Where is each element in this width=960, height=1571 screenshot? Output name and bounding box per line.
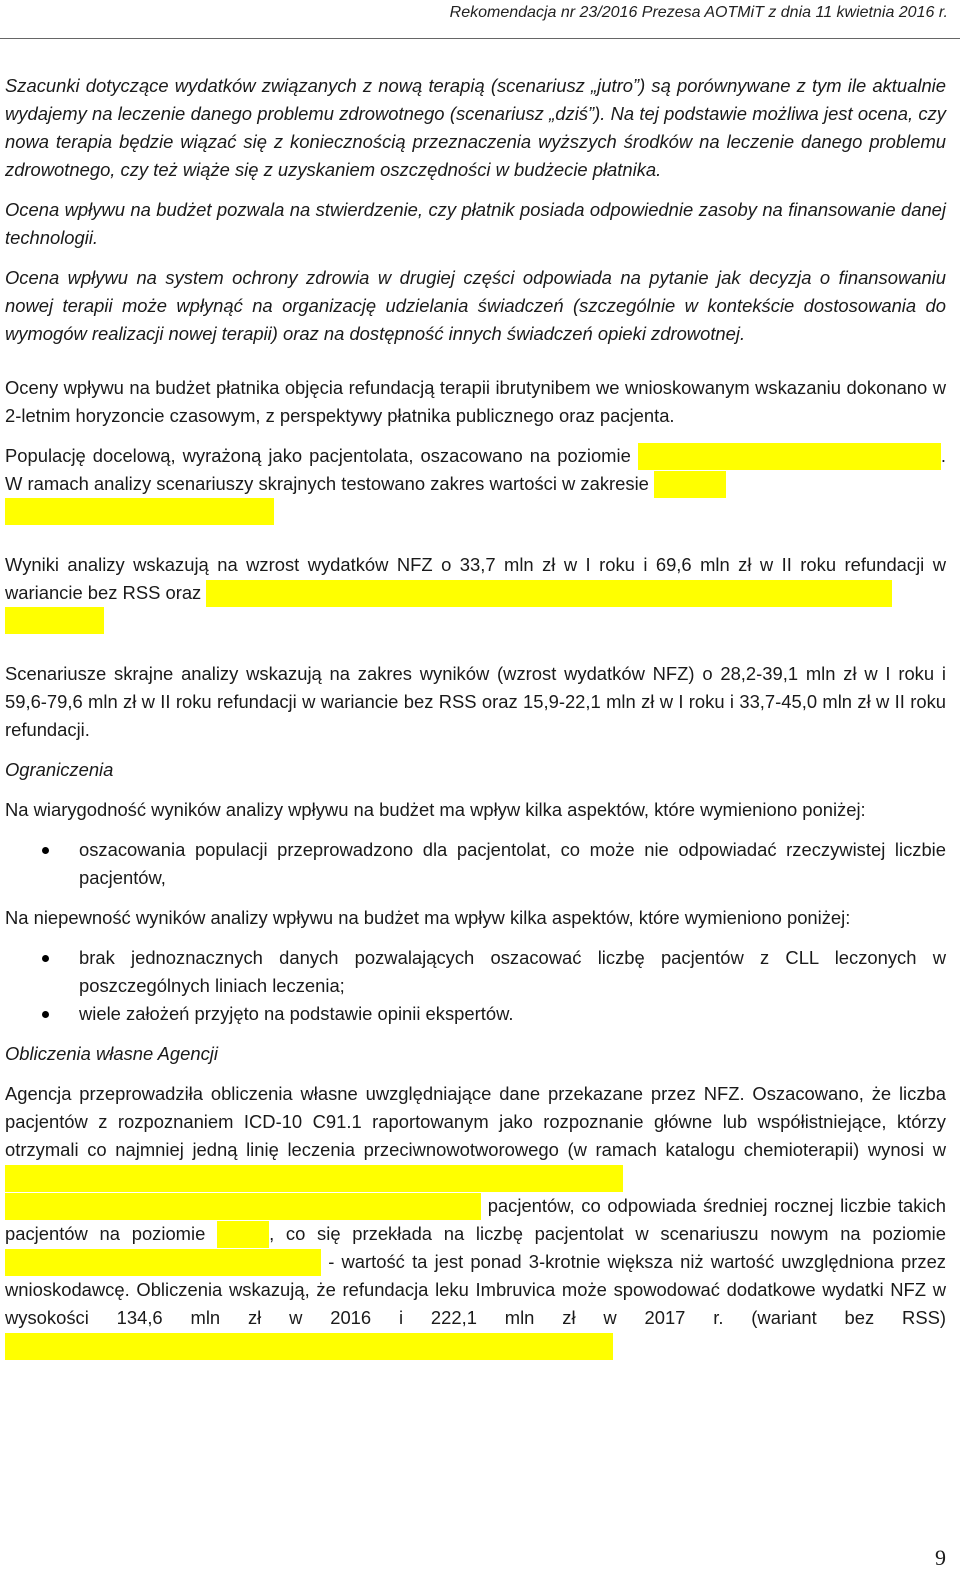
target-population-text-1: Populację docelową, wyrażoną jako pacjentolata, oszacowano na poziomie [5,445,631,466]
intro-paragraph-2: Ocena wpływu na budżet pozwala na stwierdzenie, czy płatnik posiada odpowiednie zasoby na finansowanie danej technologii. [5,199,946,248]
redacted-block [654,471,726,498]
bullet-icon [42,1011,49,1018]
redacted-block [5,1193,481,1220]
uncertainty-list [5,944,946,1028]
intro-paragraph-1: Szacunki dotyczące wydatków związanych z nową terapią (scenariusz „jutro”) są porównywane z tym ile aktualnie wydajemy na leczenie danego problemu zdrowotnego (scenariusz „dziś”). Na tej podstawie możliwa jest ocena, czy nowa terapia będzie wiązać się z koniecznością przeznaczenia wyższych środków na leczenie danego problemu zdrowotnego, czy też wiąże się z uzyskaniem oszczędności w budżecie płatnika. [5,75,946,180]
agency-heading: Obliczenia własne Agencji [5,1043,218,1064]
agency-calculations-paragraph: Agencja przeprowadziła obliczenia własne uwzględniające dane przekazane przez NFZ. Oszacowano, że liczba pacjentów z rozpoznaniem ICD-10 C91.1 raportowanym jako rozpoznanie główne lub współistniejące, którzy otrzymali co najmniej jedną linię leczenia przeciwnowotworowego (w ramach katalogu chemioterapii) wynosi w pacjentów, co odpowiada średniej rocznej liczbie takich pacjentów na poziomie , co się przekłada na liczbę pacjentolat w scenariuszu nowym na poziomie - wartość ta jest ponad 3-krotnie większa niż wartość uwzględniona przez wnioskodawcę. Obliczenia wskazują, że refundacja leku Imbruvica może spowodować dodatkowe wydatki NFZ w wysokości 134,6 mln zł w 2016 i 222,1 mln zł w 2017 r. (wariant bez RSS) [5,1080,946,1360]
redacted-block [638,443,836,470]
list-item: oszacowania populacji przeprowadzono dla pacjentolat, co może nie odpowiadać rzeczywistej liczbie pacjentów, [5,836,946,892]
redacted-block [5,1249,321,1276]
redacted-block [836,443,941,470]
redacted-block [5,1333,613,1360]
limitations-heading: Ograniczenia [5,759,114,780]
redacted-block [206,580,892,607]
results-paragraph [5,551,946,634]
list-item: brak jednoznacznych danych pozwalających oszacować liczbę pacjentów z CLL leczonych w poszczególnych liniach leczenia; [5,944,946,1000]
redacted-block [217,1221,269,1248]
extreme-scenarios-paragraph: Scenariusze skrajne analizy wskazują na zakres wyników (wzrost wydatków NFZ) o 28,2-39,1 mln zł w I roku i 59,6-79,6 mln zł w II roku refundacji w wariancie bez RSS oraz 15,9-22,1 mln zł w I roku i 33,7-45,0 mln zł w II roku refundacji. [5,663,946,740]
redacted-block [5,498,274,525]
header-title: Rekomendacja nr 23/2016 Prezesa AOTMiT z dnia 11 kwietnia 2016 r. [449,4,948,21]
intro-paragraph-3: Ocena wpływu na system ochrony zdrowia w drugiej części odpowiada na pytanie jak decyzja o finansowaniu nowej terapii może wpłynąć na organizację udzielania świadczeń (szczególnie w kontekście dostosowania do wymogów realizacji nowej terapii) oraz na dostępność innych świadczeń opieki zdrowotnej. [5,267,946,344]
page-number: 9 [935,1545,946,1570]
bullet-icon [42,955,49,962]
uncertainty-paragraph: Na niepewność wyników analizy wpływu na budżet ma wpływ kilka aspektów, które wymieniono poniżej: [5,907,851,928]
redacted-block [5,1165,623,1192]
redacted-block [5,607,104,634]
bullet-icon [42,847,49,854]
reliability-list [5,836,946,892]
target-population-text-2: . W ramach analizy scenariuszy skrajnych testowano zakres wartości w zakresie [5,445,946,494]
document-body [5,72,946,1360]
results-text: Wyniki analizy wskazują na wzrost wydatków NFZ o 33,7 mln zł w I roku i 69,6 mln zł w II roku refundacji w wariancie bez RSS oraz [5,554,946,603]
list-item: wiele założeń przyjęto na podstawie opinii ekspertów. [5,1000,946,1028]
budget-horizon-paragraph: Oceny wpływu na budżet płatnika objęcia refundacją terapii ibrutynibem we wnioskowanym wskazaniu dokonano w 2-letnim horyzoncie czasowym, z perspektywy płatnika publicznego oraz pacjenta. [5,377,946,426]
page-header [0,0,960,39]
reliability-paragraph: Na wiarygodność wyników analizy wpływu na budżet ma wpływ kilka aspektów, które wymieniono poniżej: [5,799,866,820]
target-population-paragraph [5,442,946,525]
